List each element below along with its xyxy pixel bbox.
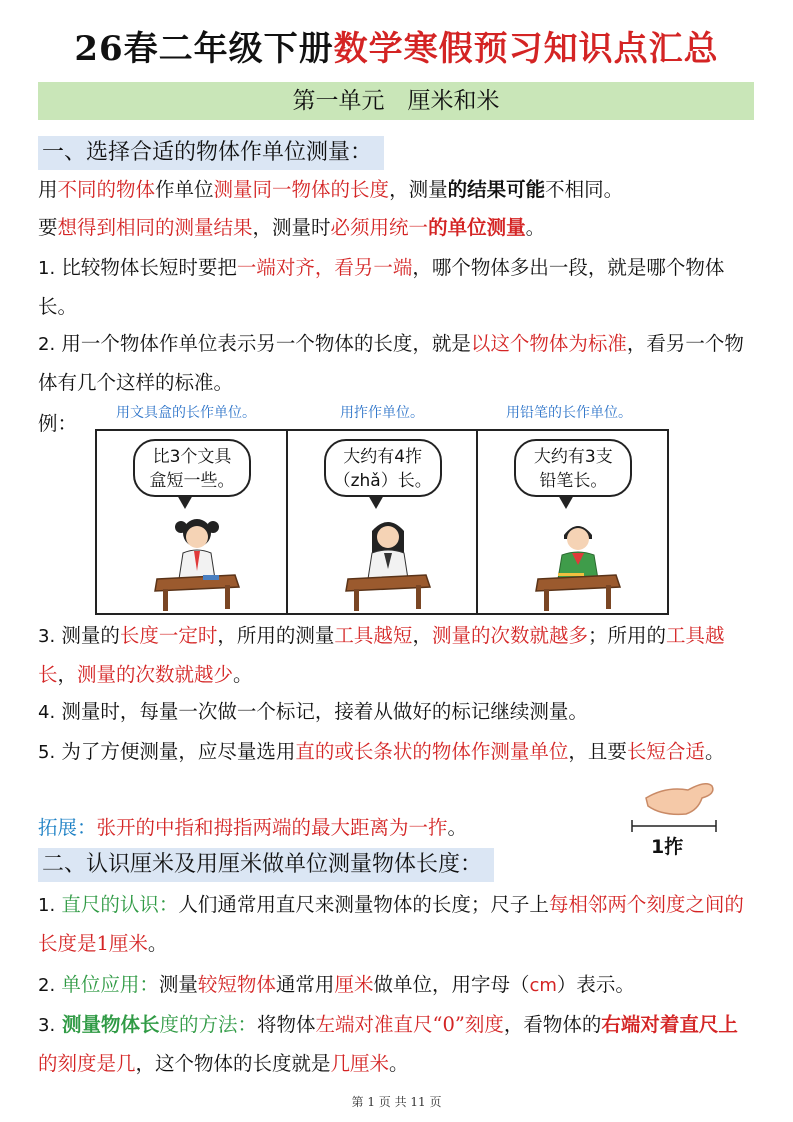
speech-bubble-3: 大约有3支 铅笔长。	[514, 439, 632, 497]
caption-1: 用文具盒的长作单位。	[116, 405, 256, 421]
example-label: 例：	[38, 412, 78, 435]
page-footer: 第 1 页 共 11 页	[351, 1095, 442, 1109]
section1-p6: 4. 测量时，每量一次做一个标记，接着从做好的标记继续测量。	[38, 700, 588, 723]
panel-2	[288, 431, 479, 613]
girl-measuring-icon	[338, 509, 438, 613]
page-title	[0, 26, 793, 72]
girl-at-desk-icon	[147, 509, 247, 613]
section1-p8: 拓展：张开的中指和拇指两端的最大距离为一拃。	[38, 816, 468, 839]
panel-1	[97, 431, 288, 613]
bubble-tail-icon	[558, 495, 574, 509]
section1-p1: 用不同的物体作单位测量同一物体的长度，测量的结果可能不相同。	[38, 178, 624, 201]
boy-at-desk-icon	[528, 509, 628, 613]
section1-p4: 2. 用一个物体作单位表示另一个物体的长度，就是以这个物体为标准，看另一个物体有几个这样的标准。	[38, 332, 744, 394]
title-black: 26春二年级下册	[74, 29, 334, 69]
title-red: 数学寒假预习知识点汇总	[333, 29, 719, 69]
section1-p5: 3. 测量的长度一定时，所用的测量工具越短，测量的次数就越多；所用的工具越长，测量的次数就越少。	[38, 624, 725, 686]
hand-span-label: 1拃	[651, 836, 684, 858]
section2-heading: 二、认识厘米及用厘米做单位测量物体长度：	[38, 848, 494, 882]
caption-3: 用铅笔的长作单位。	[506, 405, 632, 421]
section2-p2: 2. 单位应用：测量较短物体通常用厘米做单位，用字母（cm）表示。	[38, 973, 635, 996]
unit-banner: 第一单元 厘米和米	[38, 82, 754, 120]
section2-p1: 1. 直尺的认识：人们通常用直尺来测量物体的长度；尺子上每相邻两个刻度之间的长度是1厘米。	[38, 893, 744, 955]
section2-p3: 3. 测量物体长度的方法：将物体左端对准直尺“0”刻度，看物体的右端对着直尺上的刻度是几，这个物体的长度就是几厘米。	[38, 1013, 738, 1075]
example-illustration	[95, 429, 669, 615]
speech-bubble-2: 大约有4拃 （zhǎ）长。	[324, 439, 442, 497]
caption-2: 用拃作单位。	[340, 405, 424, 421]
speech-bubble-1: 比3个文具 盒短一些。	[133, 439, 251, 497]
bubble-tail-icon	[368, 495, 384, 509]
panel-3	[478, 431, 667, 613]
section1-heading: 一、选择合适的物体作单位测量：	[38, 136, 384, 170]
bubble-tail-icon	[177, 495, 193, 509]
section1-p2: 要想得到相同的测量结果，测量时必须用统一的单位测量。	[38, 216, 546, 239]
section1-p3: 1. 比较物体长短时要把一端对齐，看另一端，哪个物体多出一段，就是哪个物体长。	[38, 256, 725, 318]
section1-p7: 5. 为了方便测量，应尽量选用直的或长条状的物体作测量单位，且要长短合适。	[38, 740, 725, 763]
